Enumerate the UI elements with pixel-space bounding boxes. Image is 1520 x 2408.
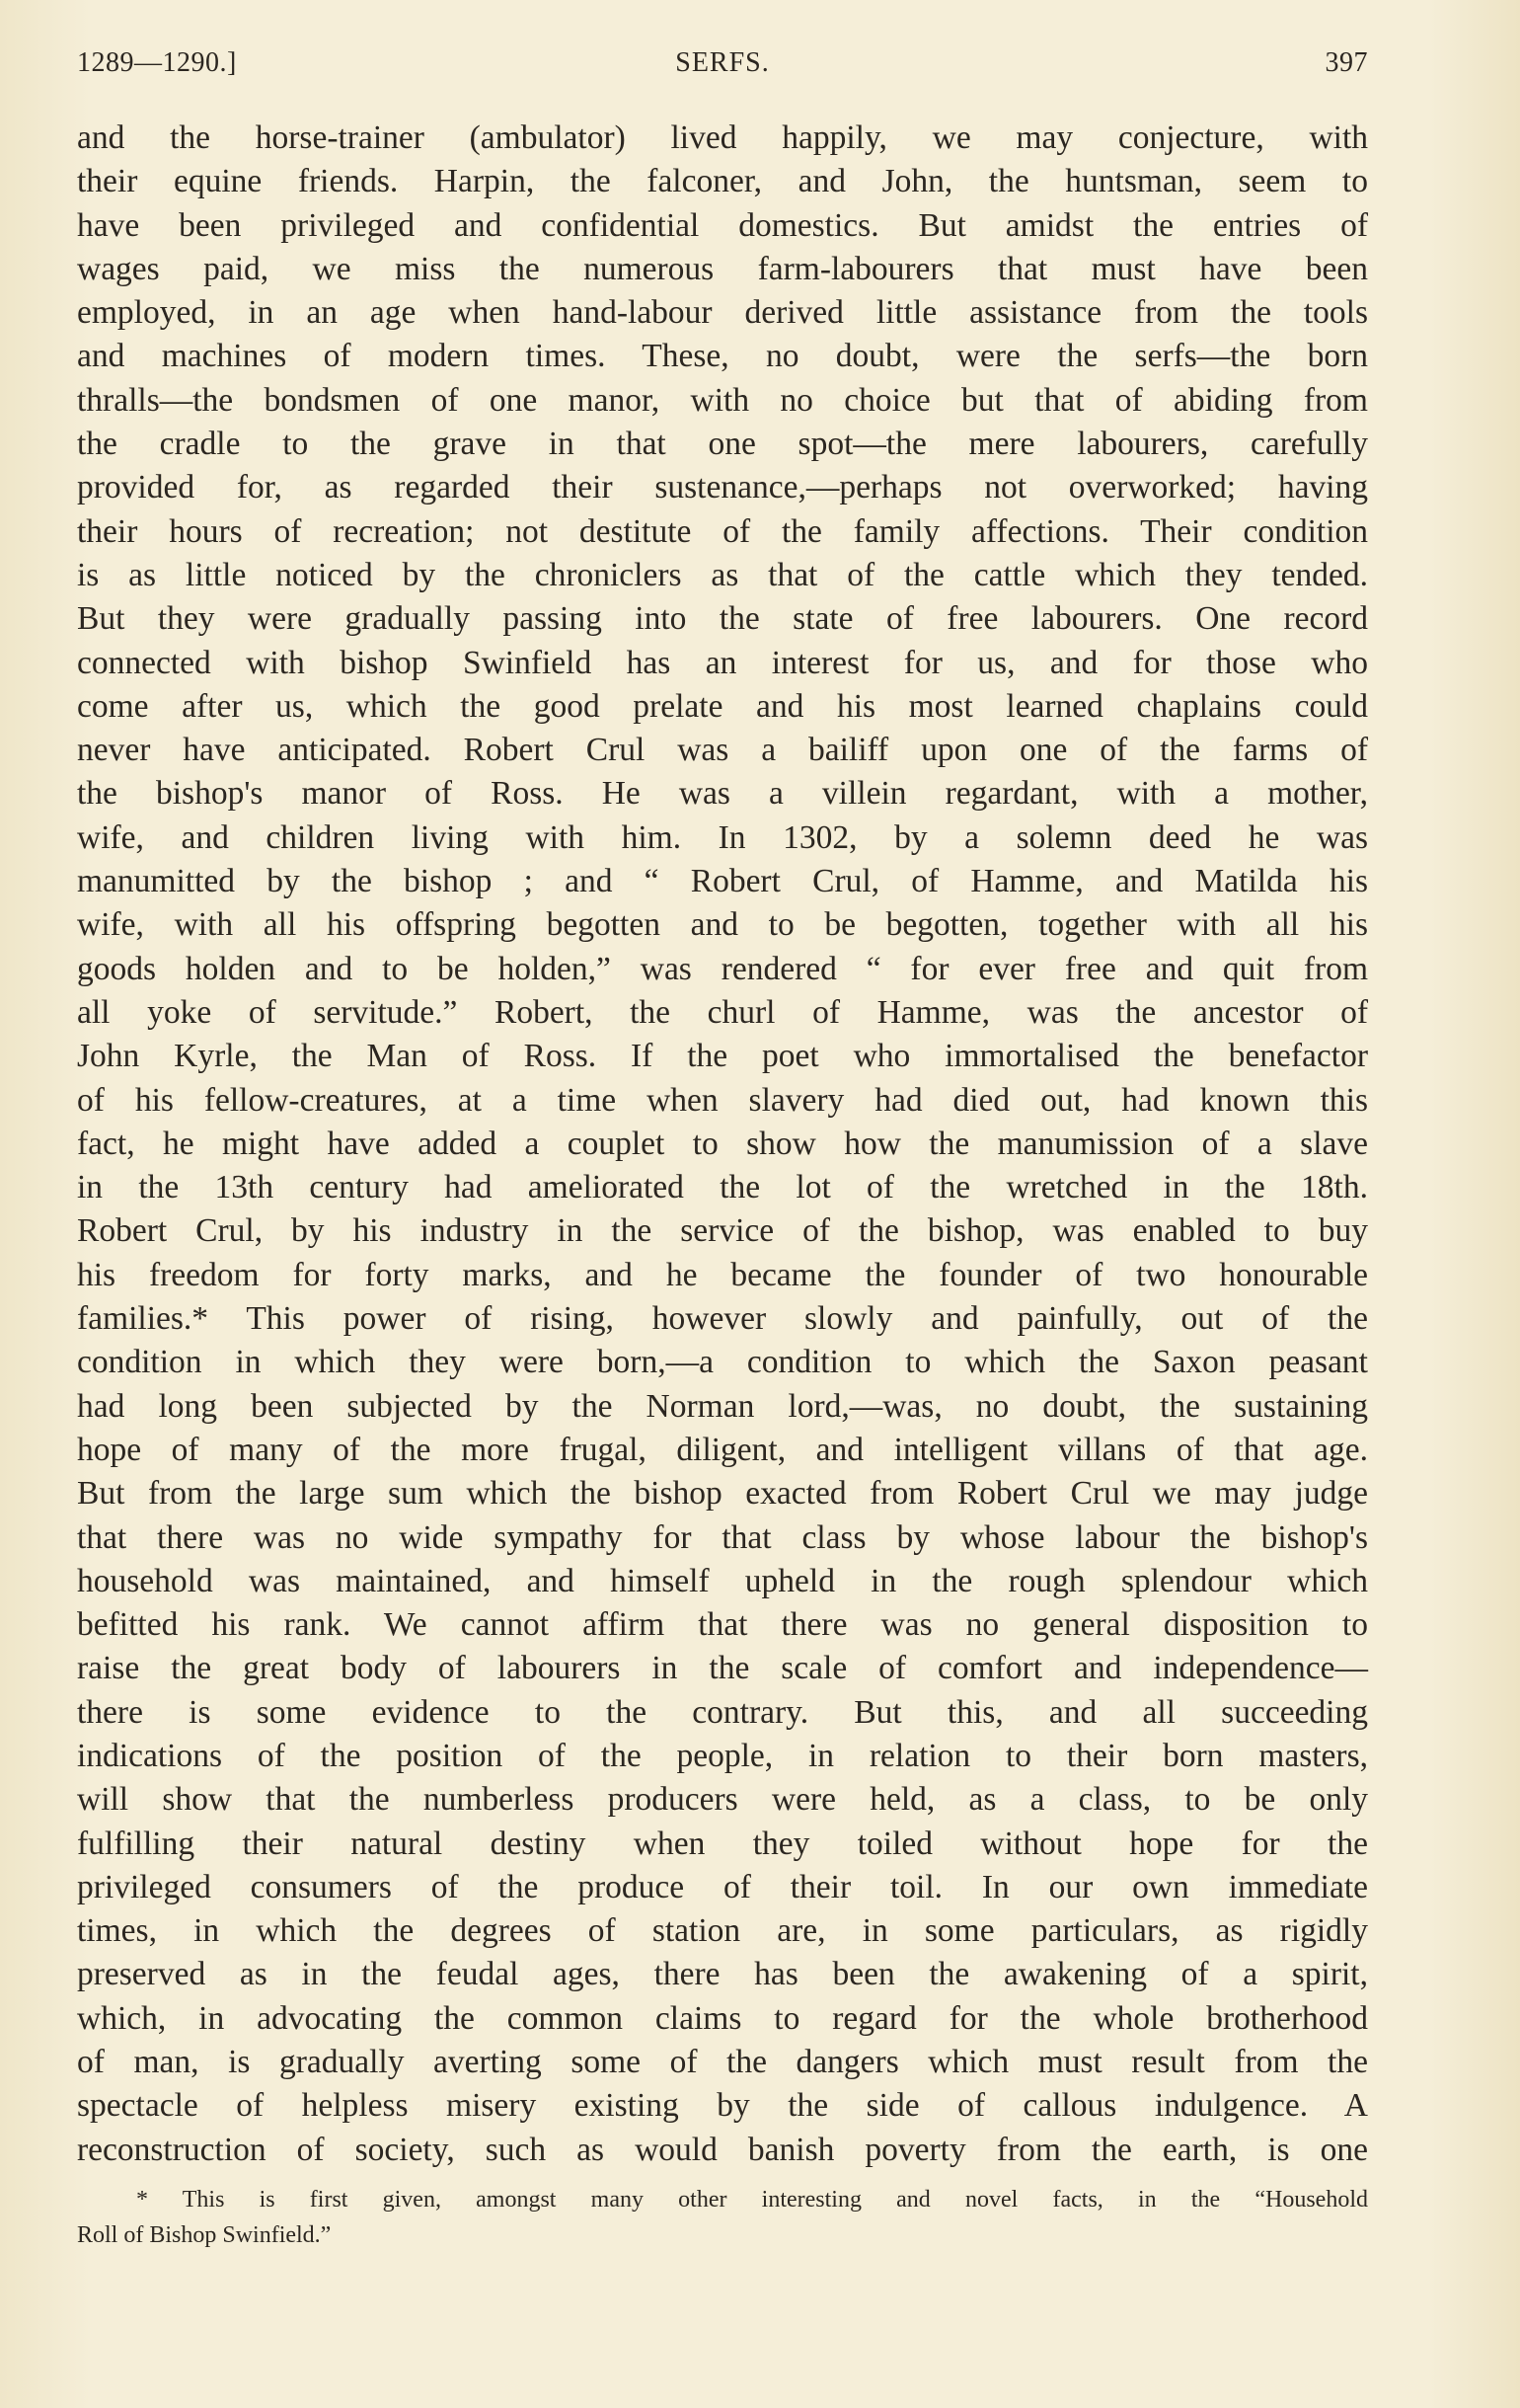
text-line: employed, in an age when hand-labour derived little assistance from the tools [77,294,1368,332]
page-number: 397 [1325,47,1368,78]
text-line: come after us, which the good prelate and his most learned chaplains could [77,687,1368,725]
text-line: Robert Crul, by his industry in the service of the bishop, was enabled to buy [77,1212,1368,1250]
text-line: goods holden and to be holden,” was rendered “ for ever free and quit from [77,950,1368,987]
text-line: spectacle of helpless misery existing by the side of callous indulgence. A [77,2087,1368,2125]
text-line: of man, is gradually averting some of the dangers which must result from the [77,2044,1368,2081]
text-line: thralls—the bondsmen of one manor, with no choice but that of abiding from [77,381,1368,419]
text-line: But they were gradually passing into the state of free labourers. One record [77,600,1368,638]
header-chapter-title: SERFS. [675,47,770,78]
text-line: which, in advocating the common claims to regard for the whole brotherhood [77,1999,1368,2037]
text-line: that there was no wide sympathy for that class by whose labour the bishop's [77,1518,1368,1556]
text-line: reconstruction of society, such as would banish poverty from the earth, is one [77,2131,1368,2168]
text-line: wife, with all his offspring begotten and to be begotten, together with all his [77,906,1368,944]
text-line: his freedom for forty marks, and he became the founder of two honourable [77,1256,1368,1293]
text-line: and the horse-trainer (ambulator) lived happily, we may conjecture, with [77,119,1368,156]
text-line: all yoke of servitude.” Robert, the churl of Hamme, was the ancestor of [77,993,1368,1031]
text-line: manumitted by the bishop ; and “ Robert Crul, of Hamme, and Matilda his [77,863,1368,900]
text-line: provided for, as regarded their sustenance,—perhaps not overworked; having [77,469,1368,506]
text-line: families.* This power of rising, however slowly and painfully, out of the [77,1300,1368,1338]
text-line: and machines of modern times. These, no doubt, were the serfs—the born [77,338,1368,375]
text-line: the cradle to the grave in that one spot—the mere labourers, carefully [77,426,1368,463]
text-line: their hours of recreation; not destitute of the family affections. Their condition [77,512,1368,550]
text-line: of his fellow-creatures, at a time when slavery had died out, had known this [77,1081,1368,1119]
text-line: their equine friends. Harpin, the falconer, and John, the huntsman, seem to [77,163,1368,200]
text-line: in the 13th century had ameliorated the lot of the wretched in the 18th. [77,1169,1368,1206]
text-line: connected with bishop Swinfield has an interest for us, and for those who [77,644,1368,681]
text-line: condition in which they were born,—a condition to which the Saxon peasant [77,1344,1368,1381]
footnote-line: Roll of Bishop Swinfield.” [77,2222,332,2248]
text-line: But from the large sum which the bishop exacted from Robert Crul we may judge [77,1475,1368,1513]
text-line: indications of the position of the people, in relation to their born masters, [77,1737,1368,1774]
text-line: had long been subjected by the Norman lord,—was, no doubt, the sustaining [77,1387,1368,1425]
text-line: wife, and children living with him. In 1302, by a solemn deed he was [77,818,1368,856]
text-line: privileged consumers of the produce of their toil. In our own immediate [77,1868,1368,1905]
body-text [77,117,1368,2172]
text-line: befitted his rank. We cannot affirm that there was no general disposition to [77,1606,1368,1644]
text-line: John Kyrle, the Man of Ross. If the poet who immortalised the benefactor [77,1038,1368,1075]
text-line: will show that the numberless producers were held, as a class, to be only [77,1781,1368,1819]
text-line: raise the great body of labourers in the scale of comfort and independence— [77,1650,1368,1687]
text-line: times, in which the degrees of station are, in some particulars, as rigidly [77,1912,1368,1950]
header-year-range: 1289—1290.] [77,47,237,78]
footnote [77,2182,1368,2253]
text-line: the bishop's manor of Ross. He was a villein regardant, with a mother, [77,775,1368,813]
running-header [77,47,1368,87]
text-line: hope of many of the more frugal, diligent, and intelligent villans of that age. [77,1431,1368,1468]
footnote-line: * This is first given, amongst many other interesting and novel facts, in the “Household [136,2187,1368,2213]
text-line: fulfilling their natural destiny when they toiled without hope for the [77,1825,1368,1862]
text-line: fact, he might have added a couplet to show how the manumission of a slave [77,1125,1368,1162]
text-line: there is some evidence to the contrary. But this, and all succeeding [77,1693,1368,1731]
text-line: wages paid, we miss the numerous farm-labourers that must have been [77,250,1368,287]
text-line: never have anticipated. Robert Crul was a bailiff upon one of the farms of [77,732,1368,769]
text-line: is as little noticed by the chroniclers as that of the cattle which they tended. [77,556,1368,593]
text-line: have been privileged and confidential domestics. But amidst the entries of [77,206,1368,244]
text-line: household was maintained, and himself upheld in the rough splendour which [77,1562,1368,1599]
text-line: preserved as in the feudal ages, there has been the awakening of a spirit, [77,1956,1368,1993]
